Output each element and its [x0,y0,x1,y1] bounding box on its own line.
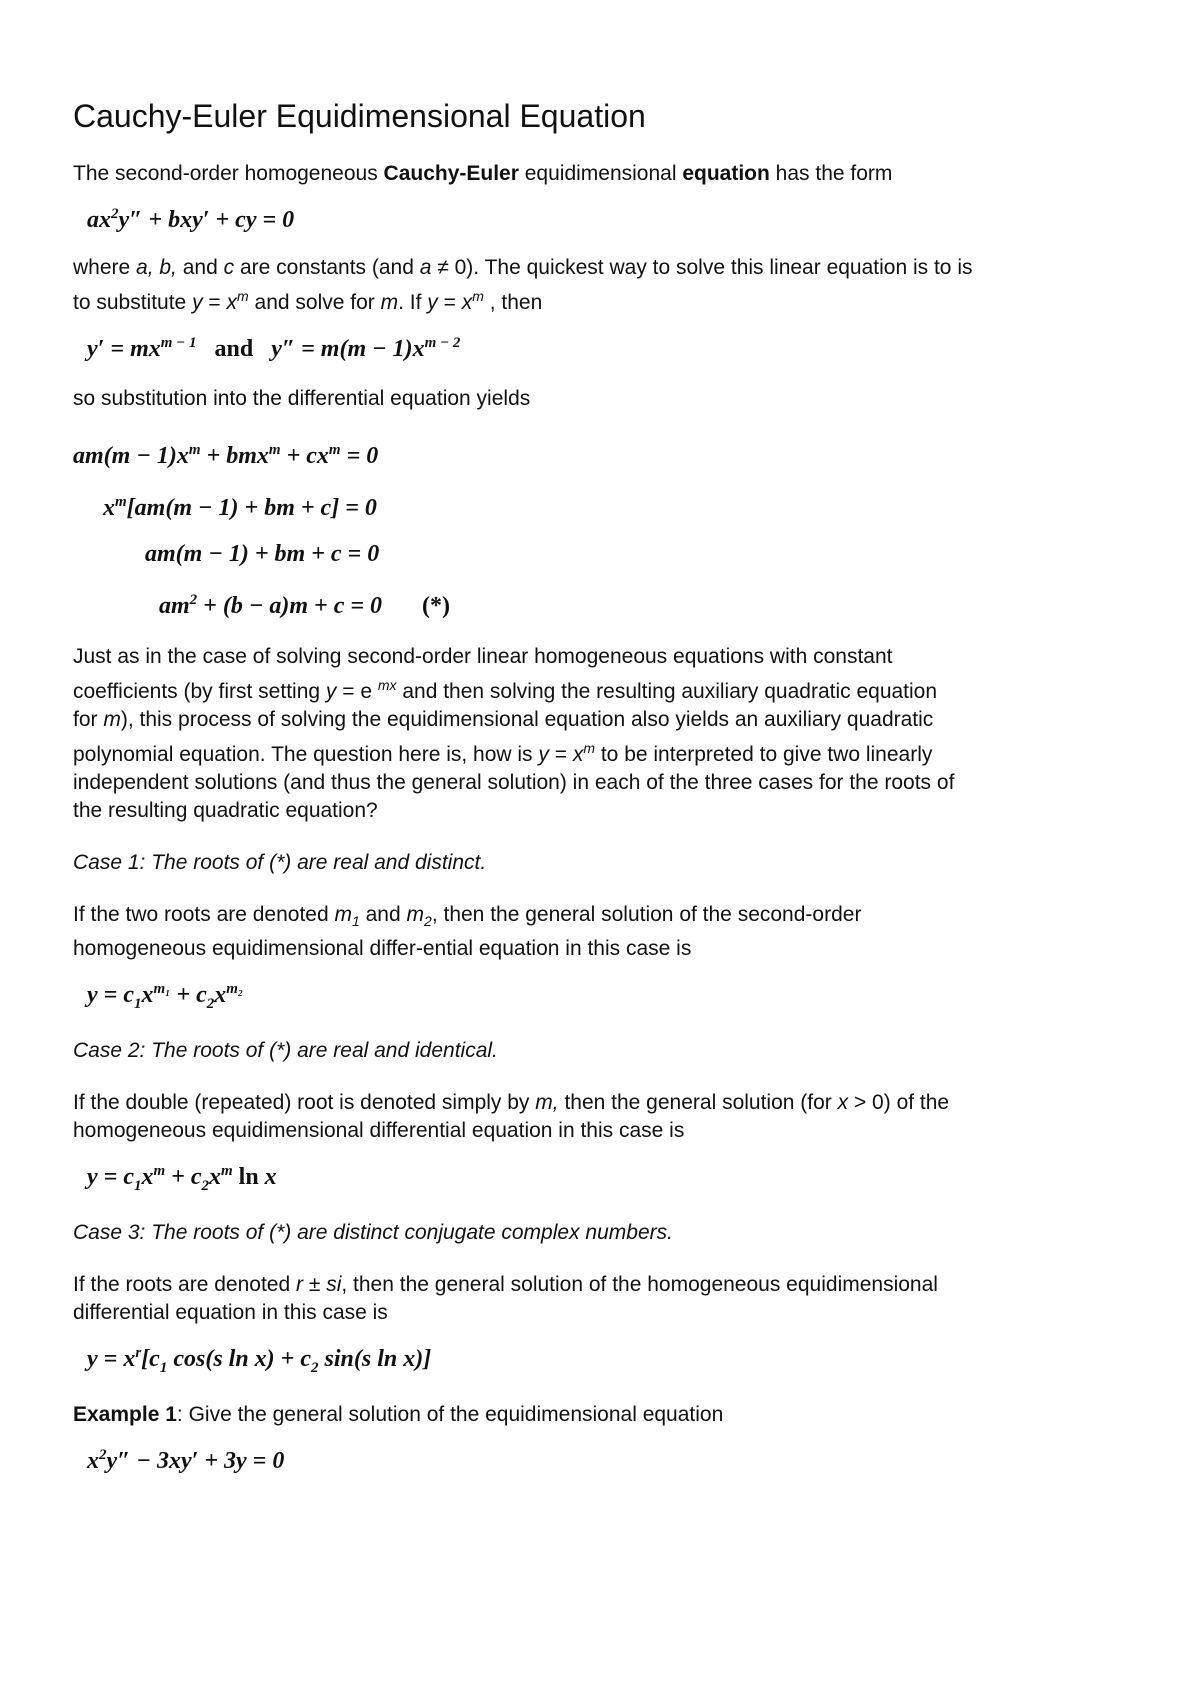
case-1-heading: Case 1: The roots of (*) are real and distinct. [73,851,487,874]
case-2-equation: $y = c_1x^m + c_2x^m$ ln x [87,1162,277,1194]
case-3-heading: Case 3: The roots of (*) are distinct conjugate complex numbers. [73,1220,673,1244]
where-paragraph: where a, b, and c are constants (and a ≠ 0). The quickest way to solve this linear equation is to is to substitute $y = x^m$ and solve for m. If $y = x^m$ , then [73,256,973,314]
case-1-paragraph: If the two roots are denoted $m_1$ and $m_2$, then the general solution of the second-order homogeneous equidimensional differ-ential equation in this case is [73,903,862,961]
example-1-label: Example 1 [73,1402,177,1426]
example-1-equation: $x^2y'' - 3xy' + 3y = 0$ [87,1446,285,1474]
just-as-paragraph: Just as in the case of solving second-order linear homogeneous equations with constant coefficients (by first setting y = e $^{mx}$ and then solving the resulting auxiliary quadratic equation for m), this process of solving the equidimensional equation also yields an auxiliary quadratic polynomial equation. The question here is, how is $y = x^m$ to be interpreted to give two linearly independent solutions (and thus the general solution) in each of the three cases for the roots of the resulting quadratic equation? [73,645,955,822]
document-page [73,96,1133,1475]
equation-form: $ax^2y'' + bxy'$ + cy = 0 [87,206,295,233]
equation-derivatives: $y' = mx^{m - 1}$ and $y'' = m(m - 1)x^{m - 2}$ [87,335,461,362]
intro-paragraph: The second-order homogeneous Cauchy-Euler equidimensional equation has the form [73,162,893,185]
case-1-equation: $y = c_1x^{m_1} + c_2x^{m_2}$ [87,981,244,1012]
case-3-equation: $y = x^r[c_1$ cos(s $\ln x) + c_2$ sin(s ln x)] [87,1344,432,1376]
equation-line-3: am(m − 1) + bm + c = 0 [145,541,380,567]
example-1-paragraph: Example 1: Give the general solution of the equidimensional equation [73,1402,724,1426]
case-2-paragraph: If the double (repeated) root is denoted simply by m, then the general solution (for x > 0) of the homogeneous equidimensional differential equation in this case is [73,1090,950,1142]
equation-block [73,427,1133,629]
substitution-text: so substitution into the differential equation yields [73,387,531,410]
equation-line-1: $am(m - 1)x^m + bmx^m + cx^m = 0$ [73,442,379,469]
case-2-heading: Case 2: The roots of (*) are real and identical. [73,1038,498,1062]
equation-star-label: (*) [422,593,451,619]
equation-line-2: $x^m[am(m - 1)$ + bm + c] = 0 [103,494,377,521]
equation-line-4: $am^2 + (b - a)m + c = 0$ (*) [159,592,451,619]
case-3-paragraph: If the roots are denoted r ± si, then the general solution of the homogeneous equidimensional differential equation in this case is [73,1272,938,1324]
page-title: Cauchy-Euler Equidimensional Equation [73,98,646,134]
